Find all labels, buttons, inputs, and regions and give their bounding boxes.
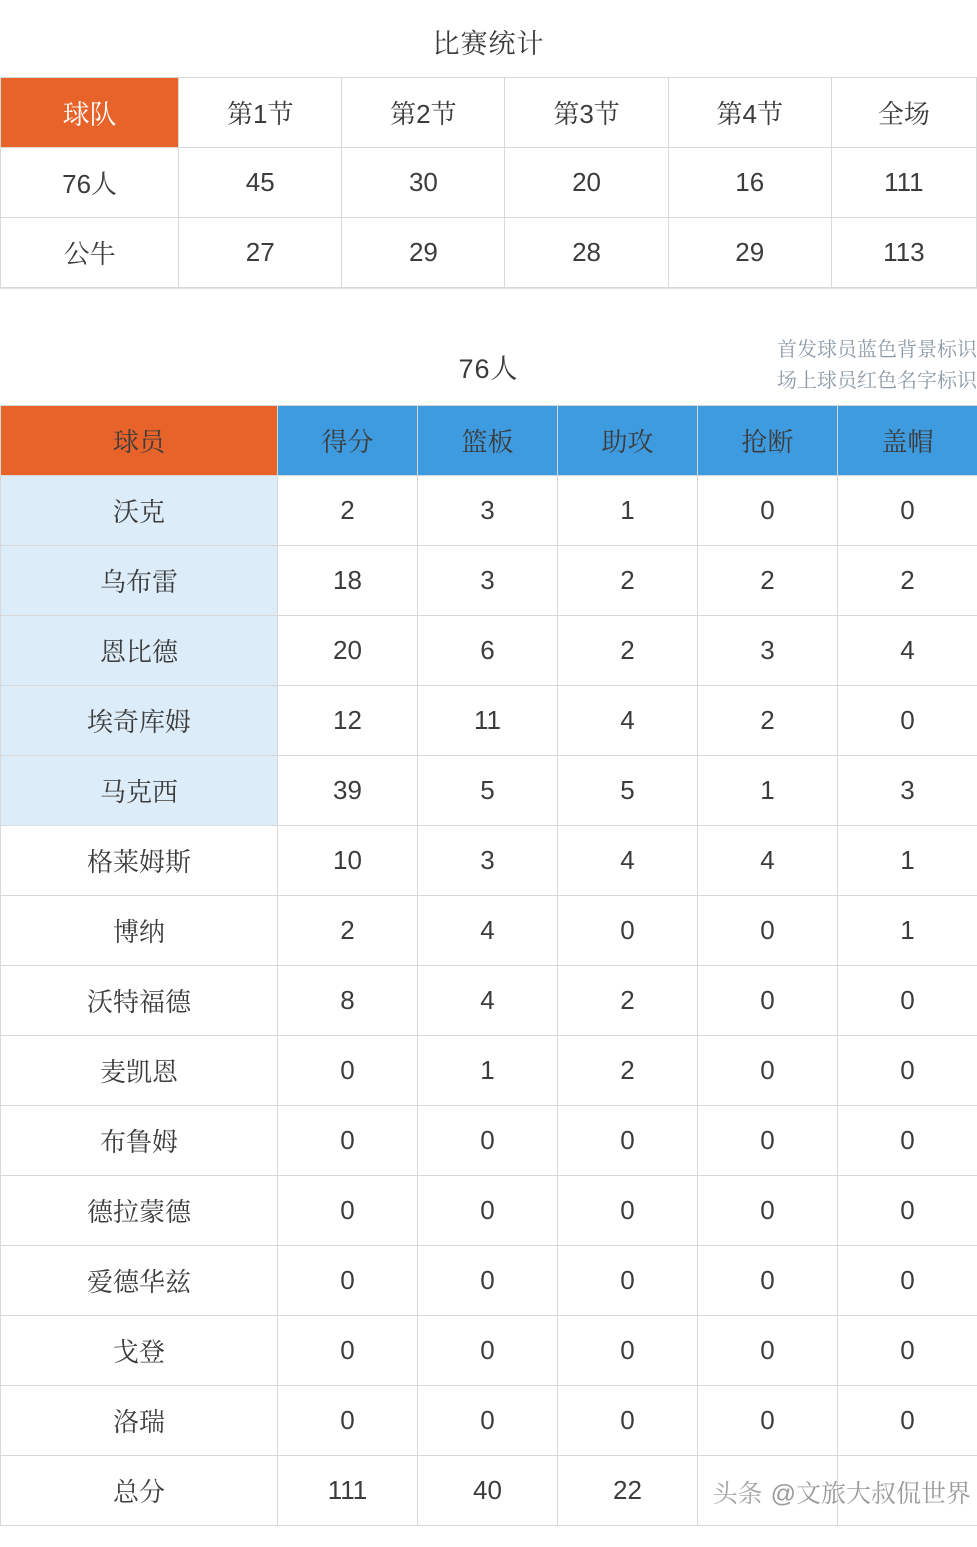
player-col-blocks: 盖帽 [838,406,977,476]
player-rebounds: 1 [418,1036,558,1106]
player-steals: 2 [698,546,838,616]
watermark-author: @文旅大叔侃世界 [770,1480,971,1508]
player-assists: 0 [558,896,698,966]
player-assists: 2 [558,546,698,616]
watermark-source: 头条 [712,1480,763,1508]
total-steals [698,1456,838,1526]
player-blocks: 3 [838,756,977,826]
boxscore-header [0,319,977,405]
player-steals: 0 [698,1106,838,1176]
player-blocks: 0 [838,1106,977,1176]
player-rebounds: 11 [418,686,558,756]
player-rebounds: 4 [418,896,558,966]
player-rebounds: 0 [418,1316,558,1386]
player-assists: 0 [558,1176,698,1246]
score-cell-q3: 28 [505,218,668,288]
table-row [1,826,977,896]
score-col-q1: 第1节 [179,78,342,148]
player-col-assists: 助攻 [558,406,698,476]
player-assists: 0 [558,1316,698,1386]
player-points: 0 [278,1106,418,1176]
table-row [1,1176,977,1246]
player-name: 沃特福德 [1,966,278,1036]
player-name: 戈登 [1,1316,278,1386]
player-rebounds: 3 [418,546,558,616]
player-name: 恩比德 [1,616,278,686]
table-row [1,1246,977,1316]
player-steals: 0 [698,1036,838,1106]
player-blocks: 0 [838,476,977,546]
player-rebounds: 3 [418,476,558,546]
player-assists: 5 [558,756,698,826]
player-steals: 0 [698,1246,838,1316]
player-steals: 0 [698,1176,838,1246]
score-col-team: 球队 [1,78,179,148]
player-rebounds: 6 [418,616,558,686]
player-points: 0 [278,1176,418,1246]
player-assists: 0 [558,1246,698,1316]
player-name: 乌布雷 [1,546,278,616]
section-divider [0,288,977,319]
table-row [1,1316,977,1386]
player-assists: 2 [558,616,698,686]
player-assists: 4 [558,826,698,896]
score-cell-q1: 45 [179,148,342,218]
score-cell-q2: 29 [342,218,505,288]
total-points: 111 [278,1456,418,1526]
player-steals: 1 [698,756,838,826]
player-assists: 1 [558,476,698,546]
total-blocks [838,1456,977,1526]
player-rebounds: 4 [418,966,558,1036]
table-row [1,148,977,218]
player-steals: 3 [698,616,838,686]
total-rebounds: 40 [418,1456,558,1526]
score-col-total: 全场 [831,78,976,148]
score-cell-q3: 20 [505,148,668,218]
player-steals: 4 [698,826,838,896]
score-cell-q1: 27 [179,218,342,288]
table-row [1,476,977,546]
player-points: 8 [278,966,418,1036]
player-rebounds: 0 [418,1176,558,1246]
player-points: 2 [278,476,418,546]
legend-line-starter: 首发球员蓝色背景标识 [777,339,977,361]
score-cell-q4: 29 [668,218,831,288]
player-name: 格莱姆斯 [1,826,278,896]
table-row [1,546,977,616]
player-points: 2 [278,896,418,966]
player-points: 10 [278,826,418,896]
table-row [1,1106,977,1176]
table-row [1,1386,977,1456]
score-col-q4: 第4节 [668,78,831,148]
player-points: 20 [278,616,418,686]
legend [777,335,977,397]
player-assists: 0 [558,1386,698,1456]
player-steals: 0 [698,476,838,546]
player-name: 埃奇库姆 [1,686,278,756]
game-score-table [0,77,977,288]
player-rebounds: 5 [418,756,558,826]
player-points: 0 [278,1246,418,1316]
player-assists: 2 [558,966,698,1036]
game-stats-title: 比赛统计 [432,29,545,59]
score-cell-q4: 16 [668,148,831,218]
player-assists: 2 [558,1036,698,1106]
player-points: 12 [278,686,418,756]
player-steals: 0 [698,966,838,1036]
total-label: 总分 [1,1456,278,1526]
boxscore-team-title: 76人 [458,354,519,384]
score-team-name: 76人 [1,148,179,218]
player-rebounds: 3 [418,826,558,896]
player-blocks: 1 [838,826,977,896]
player-col-rebounds: 篮板 [418,406,558,476]
table-row-total [1,1456,977,1526]
player-blocks: 0 [838,1316,977,1386]
player-name: 洛瑞 [1,1386,278,1456]
player-name: 博纳 [1,896,278,966]
player-rebounds: 0 [418,1246,558,1316]
score-header-row [1,78,977,148]
table-row [1,616,977,686]
player-col-steals: 抢断 [698,406,838,476]
total-assists: 22 [558,1456,698,1526]
player-points: 0 [278,1316,418,1386]
player-blocks: 0 [838,966,977,1036]
player-rebounds: 0 [418,1386,558,1456]
legend-line-oncourt: 场上球员红色名字标识 [777,370,977,392]
player-points: 0 [278,1386,418,1456]
player-name: 德拉蒙德 [1,1176,278,1246]
table-row [1,966,977,1036]
table-row [1,1036,977,1106]
player-assists: 4 [558,686,698,756]
player-name: 爱德华兹 [1,1246,278,1316]
table-row [1,896,977,966]
player-blocks: 0 [838,1176,977,1246]
player-blocks: 0 [838,686,977,756]
player-steals: 0 [698,1386,838,1456]
score-team-name: 公牛 [1,218,179,288]
score-col-q2: 第2节 [342,78,505,148]
score-col-q3: 第3节 [505,78,668,148]
table-row [1,756,977,826]
player-col-points: 得分 [278,406,418,476]
player-blocks: 0 [838,1036,977,1106]
score-cell-q2: 30 [342,148,505,218]
player-points: 0 [278,1036,418,1106]
player-name: 沃克 [1,476,278,546]
player-blocks: 4 [838,616,977,686]
player-rebounds: 0 [418,1106,558,1176]
player-stats-table [0,405,977,1526]
player-header-row [1,406,977,476]
player-assists: 0 [558,1106,698,1176]
player-col-name: 球员 [1,406,278,476]
player-blocks: 0 [838,1246,977,1316]
player-steals: 0 [698,1316,838,1386]
table-row [1,218,977,288]
player-blocks: 1 [838,896,977,966]
score-cell-total: 111 [831,148,976,218]
player-name: 马克西 [1,756,278,826]
player-points: 18 [278,546,418,616]
player-blocks: 2 [838,546,977,616]
player-steals: 0 [698,896,838,966]
player-blocks: 0 [838,1386,977,1456]
score-cell-total: 113 [831,218,976,288]
table-row [1,686,977,756]
player-points: 39 [278,756,418,826]
player-steals: 2 [698,686,838,756]
player-name: 布鲁姆 [1,1106,278,1176]
player-name: 麦凯恩 [1,1036,278,1106]
